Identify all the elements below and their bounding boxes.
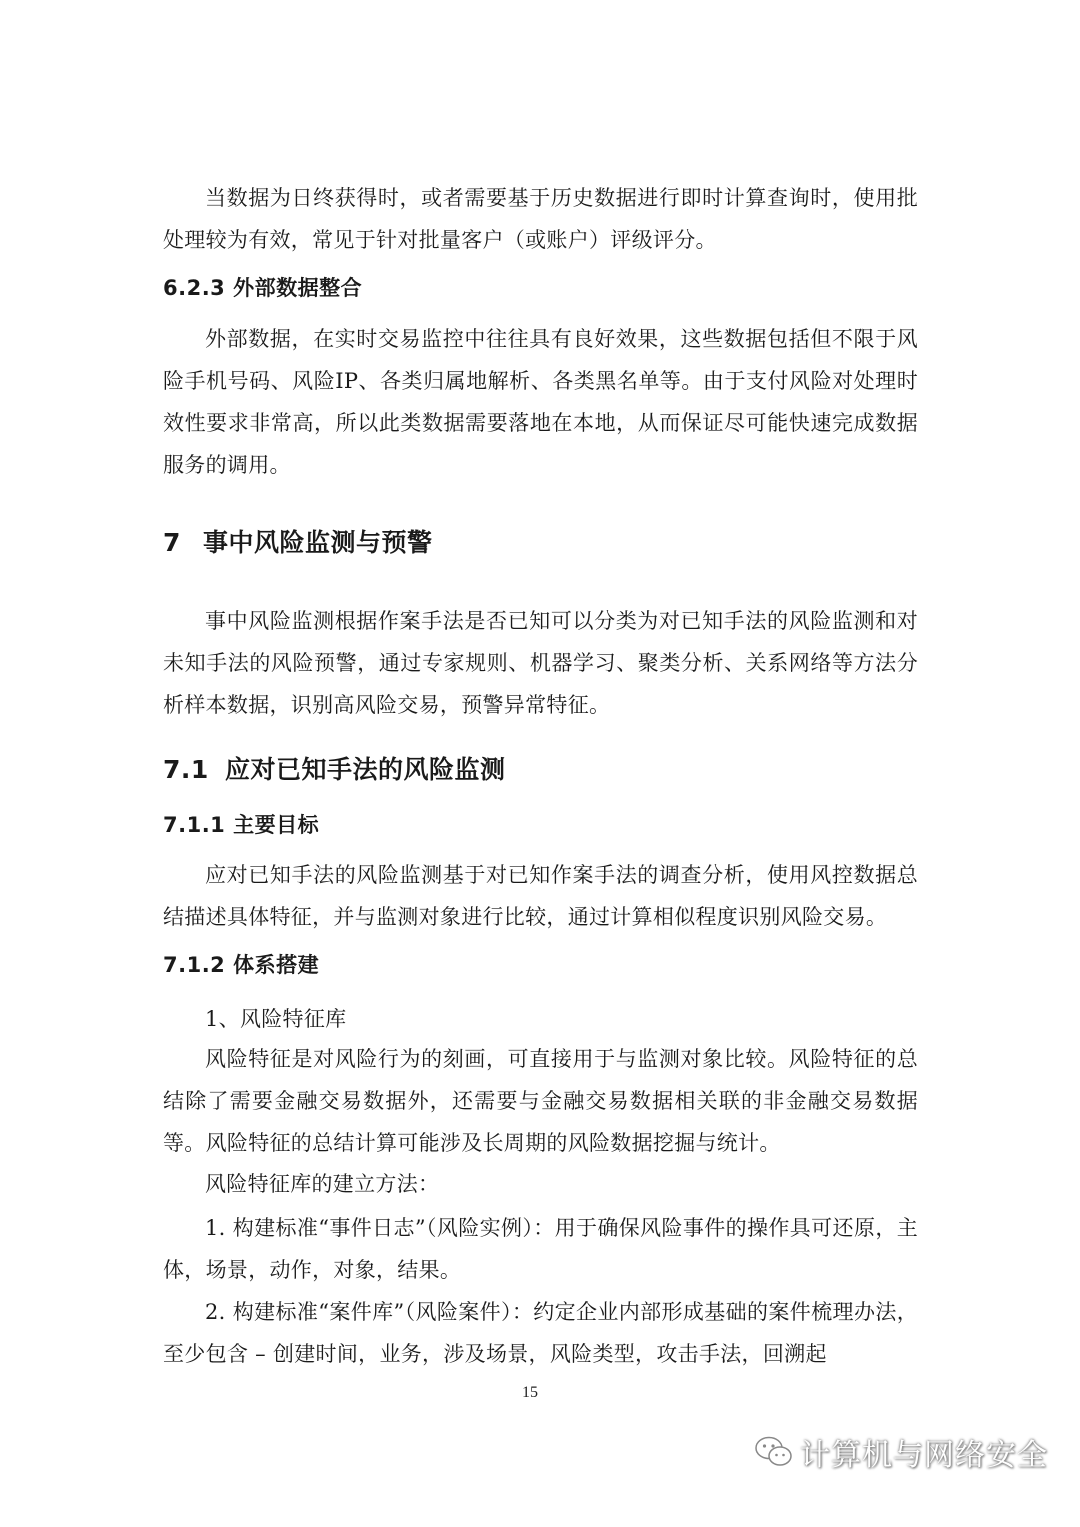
heading-7-title: 事中风险监测与预警	[203, 528, 433, 557]
page-number: 15	[522, 1384, 538, 1401]
list-item-event-log: 1. 构建标准“事件日志”（风险实例）：用于确保风险事件的操作具可还原，主体，场景，动作，对象，结果。	[163, 1216, 918, 1282]
paragraph-main-goal: 应对已知手法的风险监测基于对已知作案手法的调查分析，使用风控数据总结描述具体特征，并与监测对象进行比较，通过计算相似程度识别风险交易。	[163, 863, 918, 929]
heading-7-1	[163, 752, 506, 788]
paragraph-library-method: 风险特征库的建立方法：	[205, 1172, 440, 1196]
heading-7-1-2: 7.1.2 体系搭建	[163, 953, 320, 977]
watermark	[754, 1430, 1048, 1474]
heading-7-1-1: 7.1.1 主要目标	[163, 813, 320, 837]
heading-7-1-number: 7.1	[163, 755, 209, 784]
watermark-text: 计算机与网络安全	[800, 1438, 1048, 1473]
paragraph-batch-processing: 当数据为日终获得时，或者需要基于历史数据进行即时计算查询时，使用批处理较为有效，常见于针对批量客户（或账户）评级评分。	[163, 186, 918, 252]
heading-7-1-title: 应对已知手法的风险监测	[225, 755, 506, 784]
list-item-case-library: 2. 构建标准“案件库”（风险案件）：约定企业内部形成基础的案件梳理办法，至少包含 – 创建时间，业务，涉及场景，风险类型，攻击手法，回溯起	[163, 1300, 918, 1366]
paragraph-in-process-monitoring: 事中风险监测根据作案手法是否已知可以分类为对已知手法的风险监测和对未知手法的风险预警，通过专家规则、机器学习、聚类分析、关系网络等方法分析样本数据，识别高风险交易，预警异常特征。	[163, 609, 918, 717]
paragraph-risk-features: 风险特征是对风险行为的刻画，可直接用于与监测对象比较。风险特征的总结除了需要金融交易数据外，还需要与金融交易数据相关联的非金融交易数据等。风险特征的总结计算可能涉及长周期的风险数据挖掘与统计。	[163, 1047, 918, 1155]
heading-6-2-3: 6.2.3 外部数据整合	[163, 276, 363, 300]
heading-7	[163, 525, 433, 561]
heading-7-number: 7	[163, 528, 181, 557]
paragraph-external-data: 外部数据，在实时交易监控中往往具有良好效果，这些数据包括但不限于风险手机号码、风险IP、各类归属地解析、各类黑名单等。由于支付风险对处理时效性要求非常高，所以此类数据需要落地在本地，从而保证尽可能快速完成数据服务的调用。	[163, 327, 918, 477]
subheading-risk-feature-library: 1、风险特征库	[205, 1007, 347, 1031]
wechat-icon	[754, 1435, 794, 1469]
